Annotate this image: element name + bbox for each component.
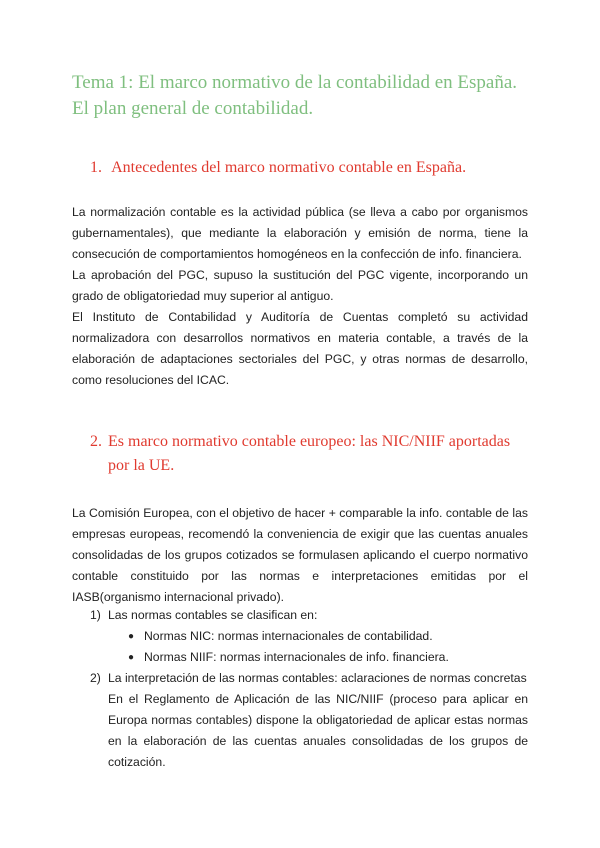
list-item-number: 2): [90, 671, 101, 685]
list-item-number: 1): [90, 608, 101, 622]
list-item: [72, 605, 528, 626]
bullet-item: [128, 626, 528, 647]
section-2-intro: La Comisión Europea, con el objetivo de hacer + comparable la info. contable de las empresas europeas, recomendó la conveniencia de exigir que las cuentas anuales consolidadas de los grupos cotizados se formulasen aplicando el cuerpo normativo contable constituido por las normas e interpretaciones emitidas por el IASB(organismo internacional privado).: [72, 506, 528, 604]
list-item: [72, 668, 528, 689]
bullet-text: Normas NIC: normas internacionales de contabilidad.: [144, 629, 433, 643]
section-1-paragraph-3: El Instituto de Contabilidad y Auditoría de Cuentas completó su actividad normalizadora con desarrollos normativos en materia contable, a través de la elaboración de adaptaciones sectoriales del PGC, y otras normas de desarrollo, como resoluciones del ICAC.: [72, 310, 528, 387]
section-1-heading: [90, 156, 530, 180]
section-1-paragraph-1: La normalización contable es la actividad pública (se lleva a cabo por organismos gubernamentales), que mediante la elaboración y emisión de norma, tiene la consecución de comportamientos homogéneos en la confección de info. financiera.: [72, 205, 528, 261]
section-1-number: 1.: [90, 159, 102, 176]
bullet-icon: ●: [128, 652, 135, 663]
bullet-icon: ●: [128, 631, 135, 642]
bullet-item: [128, 647, 528, 668]
section-2-heading-line-2: por la UE.: [108, 457, 175, 474]
section-2-list: [72, 605, 528, 773]
section-1-heading-text: Antecedentes del marco normativo contable en España.: [111, 159, 467, 176]
section-1-paragraph-2: La aprobación del PGC, supuso la sustitución del PGC vigente, incorporando un grado de obligatoriedad muy superior al antiguo.: [72, 268, 528, 303]
list-item-text: La interpretación de las normas contables: aclaraciones de normas concretas: [108, 671, 527, 685]
bullet-text: Normas NIIF: normas internacionales de info. financiera.: [144, 650, 449, 664]
list-item-text: Las normas contables se clasifican en:: [108, 608, 318, 622]
section-2-heading-line-1: Es marco normativo contable europeo: las NIC/NIIF aportadas: [108, 433, 511, 450]
section-2-heading: [90, 430, 530, 478]
section-2-number: 2.: [90, 433, 102, 450]
document-title: Tema 1: El marco normativo de la contabilidad en España. El plan general de contabilidad.: [72, 72, 518, 119]
list-item-continuation: En el Reglamento de Aplicación de las NIC/NIIF (proceso para aplicar en Europa normas contables) dispone la obligatoriedad de aplicar estas normas en la elaboración de las cuentas anuales consolidadas de los grupos de cotización.: [108, 692, 528, 769]
